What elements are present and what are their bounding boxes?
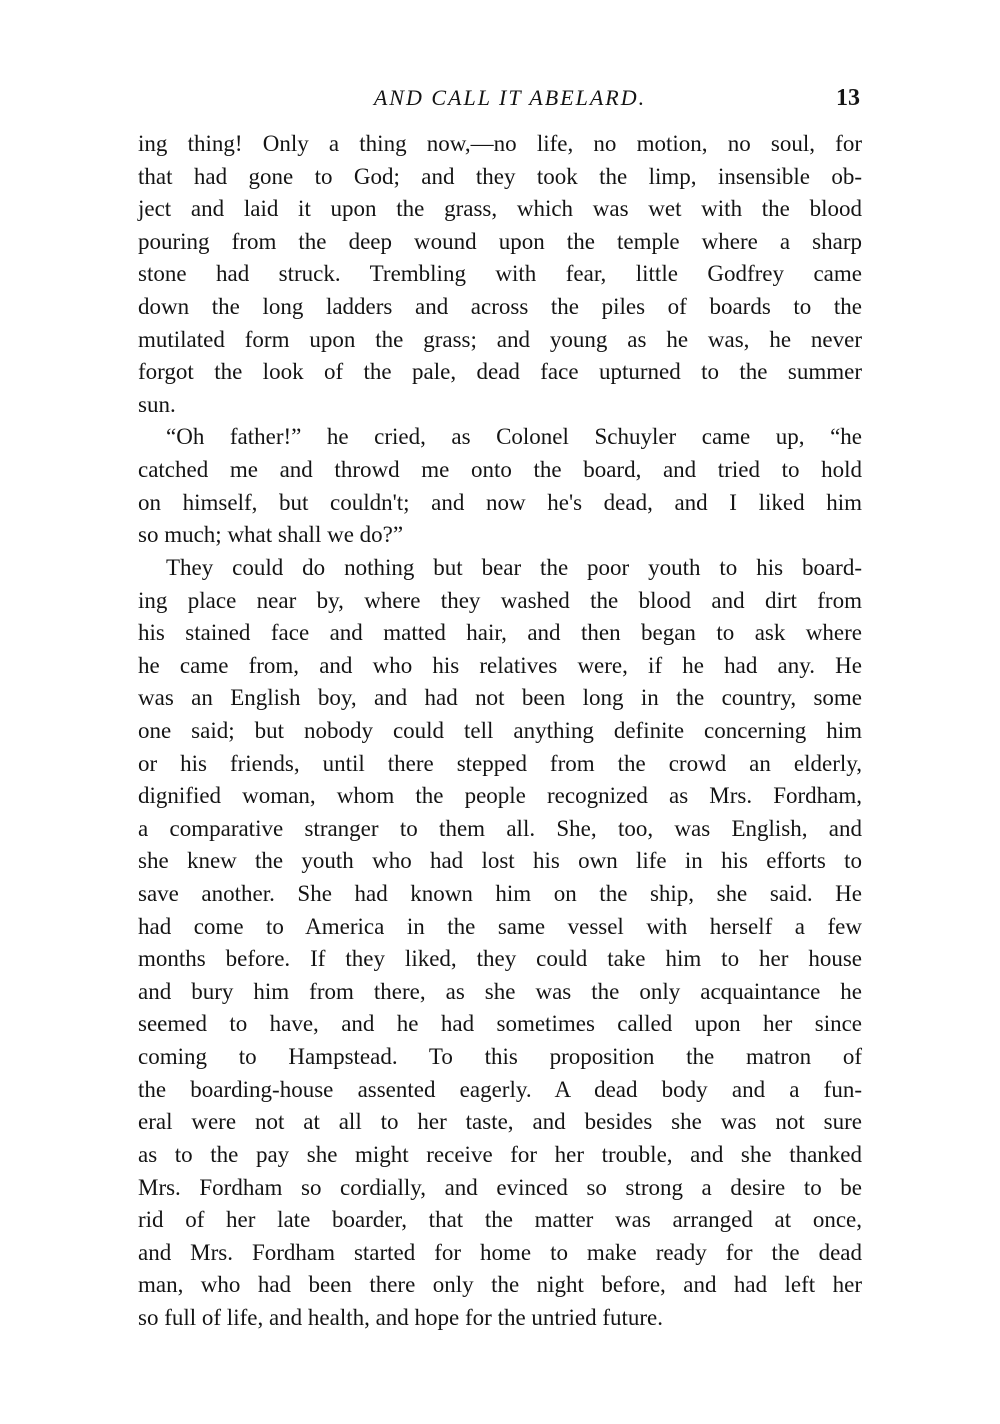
text-line: so full of life, and health, and hope for the untried future.: [138, 1304, 664, 1330]
text-line: so much; what shall we do?”: [138, 522, 404, 548]
text-line: the boarding-house assented eagerly. A dead body and a fun-: [138, 1076, 862, 1102]
text-line: that had gone to God; and they took the limp, insensible ob-: [138, 163, 862, 189]
text-line: and Mrs. Fordham started for home to make ready for the dead: [138, 1239, 862, 1265]
text-line: They could do nothing but bear the poor youth to his board-: [166, 554, 862, 580]
text-line: down the long ladders and across the piles of boards to the: [138, 294, 862, 320]
body-text: [138, 128, 862, 1335]
text-line: catched me and throwd me onto the board, and tried to hold: [138, 457, 862, 483]
text-line: was an English boy, and had not been long in the country, some: [138, 685, 862, 711]
text-line: forgot the look of the pale, dead face upturned to the summer: [138, 359, 862, 385]
text-line: Mrs. Fordham so cordially, and evinced so strong a desire to be: [138, 1174, 862, 1200]
running-header: [142, 83, 860, 117]
text-line: coming to Hampstead. To this proposition the matron of: [138, 1044, 862, 1070]
text-line: his stained face and matted hair, and then began to ask where: [138, 620, 862, 646]
text-line: and bury him from there, as she was the only acquaintance he: [138, 978, 862, 1004]
text-line: “Oh father!” he cried, as Colonel Schuyler came up, “he: [166, 424, 862, 450]
text-line: ing place near by, where they washed the blood and dirt from: [138, 587, 862, 613]
text-line: ject and laid it upon the grass, which was wet with the blood: [138, 196, 862, 222]
text-line: months before. If they liked, they could take him to her house: [138, 946, 862, 972]
text-line: or his friends, until there stepped from the crowd an elderly,: [138, 750, 862, 776]
text-line: sun.: [138, 391, 176, 417]
text-line: man, who had been there only the night before, and had left her: [138, 1272, 862, 1298]
text-line: rid of her late boarder, that the matter was arranged at once,: [138, 1207, 862, 1233]
text-line: save another. She had known him on the ship, she said. He: [138, 881, 862, 907]
text-line: had come to America in the same vessel with herself a few: [138, 913, 862, 939]
page-number: 13: [836, 85, 860, 111]
text-line: as to the pay she might receive for her trouble, and she thanked: [138, 1141, 862, 1167]
text-line: pouring from the deep wound upon the temple where a sharp: [138, 228, 862, 254]
text-line: on himself, but couldn't; and now he's dead, and I liked him: [138, 489, 862, 515]
text-line: mutilated form upon the grass; and young as he was, he never: [138, 326, 862, 352]
text-line: he came from, and who his relatives were, if he had any. He: [138, 652, 862, 678]
text-line: seemed to have, and he had sometimes called upon her since: [138, 1011, 862, 1037]
text-line: stone had struck. Trembling with fear, little Godfrey came: [138, 261, 862, 287]
text-line: dignified woman, whom the people recognized as Mrs. Fordham,: [138, 783, 862, 809]
text-line: ing thing! Only a thing now,—no life, no motion, no soul, for: [138, 131, 862, 156]
running-title: AND CALL IT ABELARD.: [373, 85, 647, 110]
text-line: a comparative stranger to them all. She, too, was English, and: [138, 815, 862, 841]
text-line: eral were not at all to her taste, and besides she was not sure: [138, 1109, 862, 1135]
text-line: she knew the youth who had lost his own life in his efforts to: [138, 848, 862, 874]
text-line: one said; but nobody could tell anything definite concerning him: [138, 717, 862, 743]
